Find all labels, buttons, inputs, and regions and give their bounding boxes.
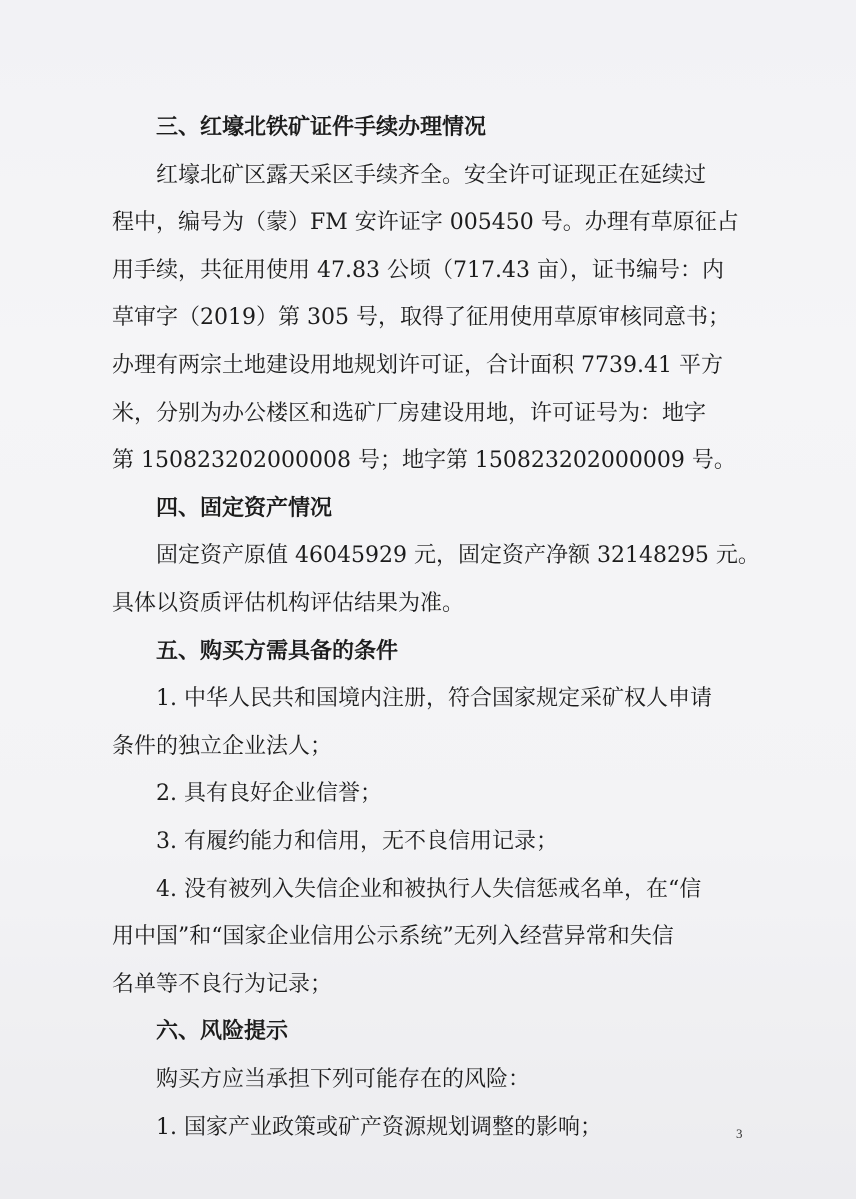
paragraph-line: 第 150823202000008 号；地字第 150823202000009 号。 bbox=[112, 448, 736, 473]
paragraph-line: 名单等不良行为记录； bbox=[112, 972, 333, 997]
page-number: 3 bbox=[736, 1126, 743, 1141]
section-heading: 五、购买方需具备的条件 bbox=[156, 639, 399, 664]
section-heading: 四、固定资产情况 bbox=[156, 496, 333, 521]
paragraph-line: 草审字（2019）第 305 号，取得了征用使用草原审核同意书； bbox=[112, 305, 730, 330]
paragraph-line: 程中，编号为（蒙）FM 安许证字 005450 号。办理有草原征占 bbox=[112, 210, 739, 235]
paragraph-line: 米，分别为办公楼区和选矿厂房建设用地，许可证号为：地字 bbox=[112, 401, 707, 426]
paragraph-line: 2. 具有良好企业信誉； bbox=[156, 781, 382, 806]
paragraph-line: 购买方应当承担下列可能存在的风险： bbox=[156, 1067, 531, 1092]
paragraph-line: 1. 中华人民共和国境内注册，符合国家规定采矿权人申请 bbox=[156, 686, 712, 711]
paragraph-line: 固定资产原值 46045929 元，固定资产净额 32148295 元。 bbox=[156, 543, 760, 568]
paragraph-line: 1. 国家产业政策或矿产资源规划调整的影响； bbox=[156, 1115, 602, 1140]
section-heading: 三、红壕北铁矿证件手续办理情况 bbox=[156, 115, 487, 140]
paragraph-line: 4. 没有被列入失信企业和被执行人失信惩戒名单，在“信 bbox=[156, 877, 702, 902]
paragraph-line: 红壕北矿区露天采区手续齐全。安全许可证现正在延续过 bbox=[156, 163, 707, 188]
paragraph-line: 具体以资质评估机构评估结果为准。 bbox=[112, 591, 465, 616]
section-heading: 六、风险提示 bbox=[156, 1019, 289, 1044]
paragraph-line: 用手续，共征用使用 47.83 公顷（717.43 亩），证书编号：内 bbox=[112, 258, 724, 283]
paragraph-line: 3. 有履约能力和信用，无不良信用记录； bbox=[156, 829, 558, 854]
paragraph-line: 用中国”和“国家企业信用公示系统”无列入经营异常和失信 bbox=[112, 924, 674, 949]
paragraph-line: 条件的独立企业法人； bbox=[112, 734, 333, 759]
paragraph-line: 办理有两宗土地建设用地规划许可证，合计面积 7739.41 平方 bbox=[112, 353, 723, 378]
